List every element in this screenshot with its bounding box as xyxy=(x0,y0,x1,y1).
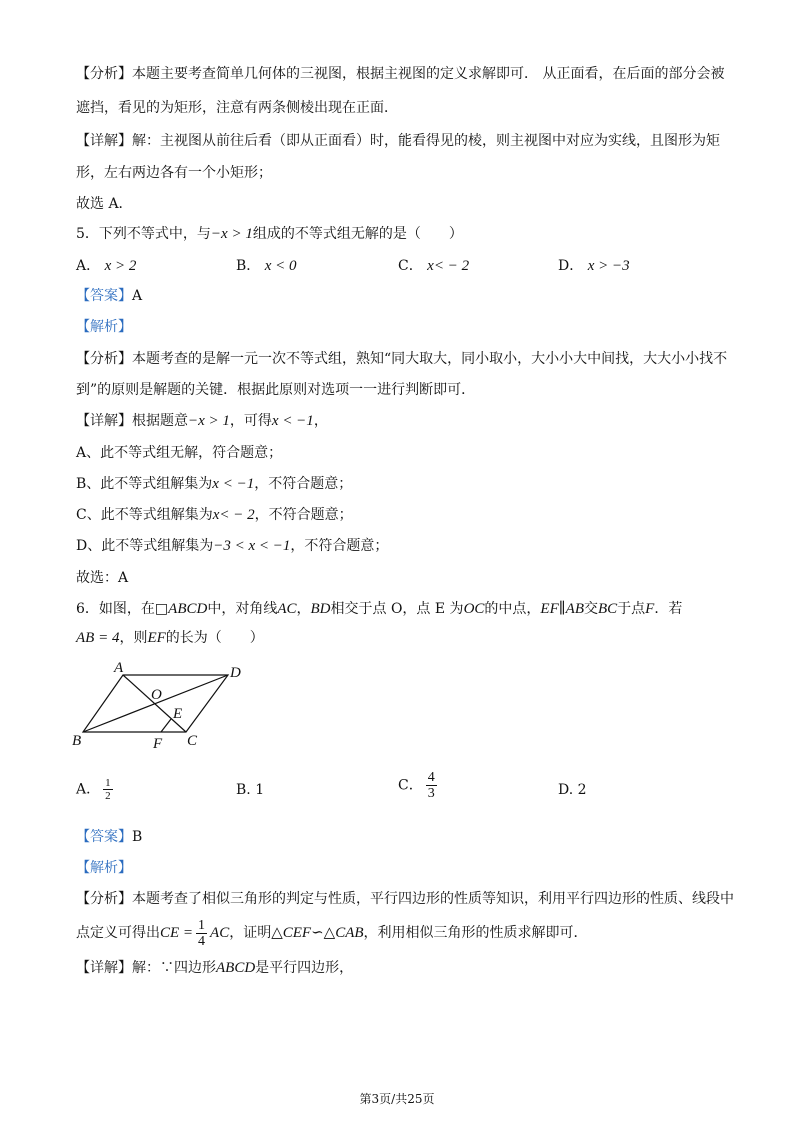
q5-line-c-post: ，不符合题意； xyxy=(254,507,353,523)
q6-s2: 中，对角线 xyxy=(207,601,278,617)
q5-option-c xyxy=(398,256,469,276)
q4-analysis-line-1: 【分析】本题主要考查简单几何体的三视图，根据主视图的定义求解即可． 从正面看，在后面的部分会被 xyxy=(76,66,725,82)
q4-choice: 故选 A． xyxy=(76,196,133,212)
q5-line-b-post: ，不符合题意； xyxy=(254,476,353,492)
q5-option-d xyxy=(558,256,630,276)
q6-option-c-letter: C． xyxy=(398,777,423,794)
q5-detail-pre: 【详解】根据题意 xyxy=(76,413,188,429)
q5-detail-mid: ，可得 xyxy=(229,413,272,429)
q6-ef: EF xyxy=(147,630,166,646)
q6-option-c xyxy=(398,770,440,801)
q6-oc: OC xyxy=(463,601,485,617)
q6-analysis-2-similar: △CEF∽△CAB xyxy=(271,925,364,941)
q6-analysis-2-post: ，利用相似三角形的性质求解即可． xyxy=(363,925,588,941)
q5-option-d-expr: x > −3 xyxy=(587,258,630,274)
page-footer: 第3页/共25页 xyxy=(359,1092,435,1106)
q6-s6: 交 xyxy=(584,601,598,617)
q5-detail-end: ， xyxy=(313,413,328,429)
q6-analysis-2-fraction xyxy=(196,918,207,949)
segment-ef xyxy=(161,719,171,732)
q5-answer-value: A xyxy=(132,288,143,304)
q6-detail-post: 是平行四边形， xyxy=(255,960,354,976)
q5-line-d xyxy=(76,536,388,556)
label-e: E xyxy=(173,706,183,722)
q6-option-a-den: 2 xyxy=(105,790,111,802)
q5-line-b-pre: B、此不等式组解集为 xyxy=(76,476,213,492)
q5-analysis-line-2: 到”的原则是解题的关键．根据此原则对选项一一进行判断即可． xyxy=(76,382,476,398)
label-f: F xyxy=(153,736,163,752)
q5-option-b-expr: x < 0 xyxy=(264,258,297,274)
q5-detail-ineq2: x < −1 xyxy=(271,413,314,429)
q6-option-c-num: 4 xyxy=(427,770,435,785)
q5-line-c-expr: x< − 2 xyxy=(212,507,255,523)
q5-option-d-letter: D． xyxy=(558,258,584,274)
q5-stem xyxy=(76,224,463,244)
q5-option-a-expr: x > 2 xyxy=(104,258,137,274)
q6-bc: BC xyxy=(598,601,618,617)
q6-option-c-den: 3 xyxy=(427,786,435,801)
q6-s9: ，则 xyxy=(119,630,148,646)
q6-option-a-num: 1 xyxy=(105,777,111,789)
q6-f: F xyxy=(645,601,655,617)
q6-parallelogram-figure xyxy=(70,655,270,755)
q5-option-a xyxy=(76,256,136,276)
q5-detail xyxy=(76,411,328,431)
q6-answer-tag: 【答案】 xyxy=(76,829,132,845)
q5-line-d-expr: −3 < x < −1 xyxy=(213,538,291,554)
q5-line-b xyxy=(76,474,352,494)
q5-line-c xyxy=(76,505,353,525)
q6-analysis-2-num: 1 xyxy=(198,917,206,933)
q6-s5: 的中点， xyxy=(484,601,541,617)
q5-line-b-expr: x < −1 xyxy=(212,476,255,492)
q6-s8: ．若 xyxy=(654,601,683,617)
label-d: D xyxy=(230,665,241,681)
q6-s1: 6．如图，在 xyxy=(76,601,155,617)
q4-analysis-line-2: 遮挡，看见的为矩形，注意有两条侧棱出现在正面． xyxy=(76,100,398,116)
q5-explain-tag: 【解析】 xyxy=(76,319,132,335)
q5-detail-ineq1: −x > 1 xyxy=(188,413,230,429)
q6-option-a-fraction xyxy=(103,777,113,802)
q5-stem-post: 组成的不等式组无解的是（ ） xyxy=(252,226,463,242)
q5-answer xyxy=(76,286,142,306)
q6-analysis-2-ce: CE = xyxy=(160,925,194,941)
q6-answer xyxy=(76,827,142,847)
q6-detail-pre: 【详解】解：∵四边形 xyxy=(76,960,216,976)
q6-analysis-line-1: 【分析】本题考查了相似三角形的判定与性质，平行四边形的性质等知识，利用平行四边形的性质、线段中 xyxy=(76,891,734,907)
q5-stem-inequality: −x > 1 xyxy=(210,226,253,242)
q4-detail-line-1: 【详解】解：主视图从前往后看（即从正面看）时，能看得见的棱，则主视图中对应为实线，且图形为矩 xyxy=(76,133,720,149)
q6-parallelogram-symbol: □ xyxy=(154,601,169,617)
q4-detail-line-2: 形，左右两边各有一个小矩形； xyxy=(76,165,272,181)
label-b: B xyxy=(72,733,82,749)
q5-analysis-line-1: 【分析】本题考查的是解一元一次不等式组，熟知“同大取大，同小取小，大小小大中间找，大大小小找不 xyxy=(76,351,728,367)
q6-s7: 于点 xyxy=(617,601,646,617)
q6-answer-value: B xyxy=(132,829,143,845)
q5-option-b xyxy=(236,256,297,276)
q5-option-a-letter: A． xyxy=(76,258,101,274)
q5-stem-pre: 5．下列不等式中，与 xyxy=(76,226,211,242)
q6-analysis-line-2 xyxy=(76,916,588,950)
label-o: O xyxy=(151,687,162,703)
label-c: C xyxy=(187,733,198,749)
q5-option-c-expr: x< − 2 xyxy=(427,258,470,274)
q6-analysis-2-pre: 点定义可得出 xyxy=(76,925,160,941)
q6-ac: AC xyxy=(277,601,297,617)
q6-option-a xyxy=(76,777,116,802)
q6-option-d: D. 2 xyxy=(558,782,587,798)
q5-line-d-pre: D、此不等式组解集为 xyxy=(76,538,214,554)
q6-explain-tag: 【解析】 xyxy=(76,860,132,876)
label-a: A xyxy=(114,660,124,676)
q6-bd: BD xyxy=(310,601,331,617)
q6-s3: ， xyxy=(296,601,311,617)
diagonal-bd xyxy=(83,675,228,732)
q6-detail-abcd: ABCD xyxy=(216,960,256,976)
q6-option-a-letter: A． xyxy=(76,781,101,798)
q6-option-b: B. 1 xyxy=(236,782,265,798)
q6-s4: 相交于点 O，点 E 为 xyxy=(330,601,464,617)
q5-option-c-letter: C． xyxy=(398,258,423,274)
q6-stem-line-1 xyxy=(76,599,682,619)
q6-stem-line-2 xyxy=(76,628,264,648)
q6-analysis-2-mid: ，证明 xyxy=(229,925,272,941)
q5-line-d-post: ，不符合题意； xyxy=(290,538,389,554)
q5-option-b-letter: B． xyxy=(236,258,261,274)
q6-abcd: ABCD xyxy=(168,601,208,617)
q6-analysis-2-den: 4 xyxy=(198,933,206,949)
q6-ef-parallel-ab: EF∥AB xyxy=(540,601,584,617)
q5-choice: 故选：A xyxy=(76,570,129,586)
q6-analysis-2-ac: AC xyxy=(210,925,230,941)
q6-option-c-fraction xyxy=(426,770,437,801)
q5-line-c-pre: C、此不等式组解集为 xyxy=(76,507,213,523)
q5-answer-tag: 【答案】 xyxy=(76,288,132,304)
q6-s10: 的长为（ ） xyxy=(165,630,264,646)
q6-detail xyxy=(76,958,353,978)
q5-line-a: A、此不等式组无解，符合题意； xyxy=(76,445,283,461)
q6-ab-eq: AB = 4 xyxy=(76,630,120,646)
